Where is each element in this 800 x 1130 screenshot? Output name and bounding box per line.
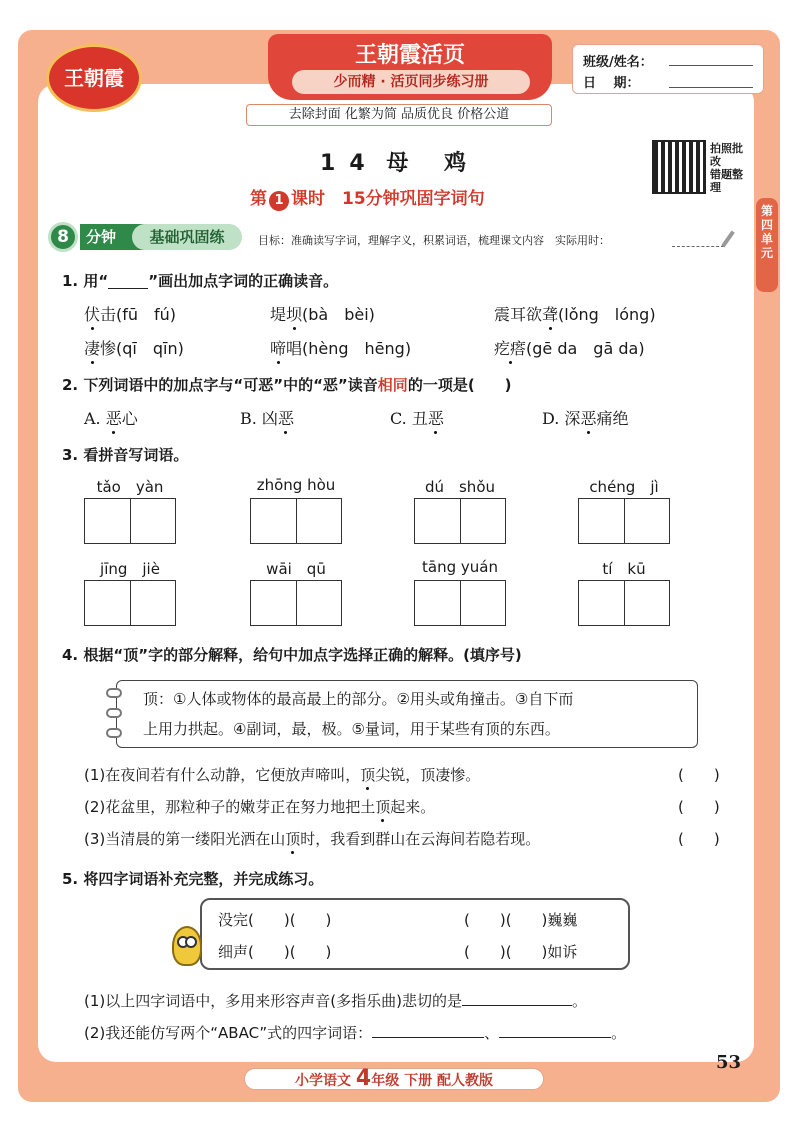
date-label: 日 期： [583,76,640,91]
date-field[interactable] [669,87,753,88]
writing-box[interactable] [84,580,176,626]
lesson-name: 母 鸡 [386,151,480,176]
q1-item[interactable]: 堤坝(bà bèi) [270,302,375,325]
option-b[interactable]: B. 凶恶 [240,406,294,429]
dotted-char: 啼 [270,336,286,359]
qr-caption [710,142,746,194]
student-info-box [572,44,764,94]
pinyin-label: jīng jiè [100,560,160,578]
answer-blank[interactable]: ( ) [678,798,720,816]
binder-ring-icon [106,688,122,698]
underline-sample [108,275,148,289]
dotted-char: 疙瘩 [494,336,526,359]
pinyin-label: tāng yuán [422,558,498,576]
pinyin-label: wāi qū [266,560,326,578]
idiom-blank-row[interactable]: 没完( )( ) [218,911,332,929]
brand-logo: 王朝霞 [46,44,142,112]
dotted-char: 凄 [84,336,100,359]
q1-item[interactable]: 啼唱(hèng hēng) [270,336,411,359]
definition-line: 上用力拱起。④副词，最，极。⑤量词，用于某些有顶的东西。 [143,720,560,738]
dotted-char: 坝 [286,302,302,325]
minute-count: 8 [48,222,78,252]
idiom-card [200,898,630,970]
section-name: 基础巩固练 [132,224,242,250]
lesson-subtitle [250,184,485,211]
q1-stem-part: 1. 用“ [62,272,109,290]
class-name-field[interactable] [669,65,753,66]
answer-blank[interactable]: ( ) [678,766,720,784]
q1-item[interactable]: 震耳欲聋(lǒng lóng) [494,302,656,325]
brand-title: 王朝霞活页 [354,42,465,68]
binder-ring-icon [106,728,122,738]
qr-code-icon[interactable] [652,140,706,194]
section-badge [48,222,244,252]
minute-unit: 分钟 [80,224,182,250]
footer-grade-number: 4 [355,1066,372,1091]
dotted-char: 伏 [84,302,100,325]
answer-line[interactable] [499,1022,611,1038]
option-c[interactable]: C. 丑恶 [390,406,444,429]
q1-item[interactable]: 疙瘩(gē da gā da) [494,336,645,359]
question-4-stem: 4. 根据“顶”字的部分解释，给句中加点字选择正确的解释。(填序号) [62,646,522,664]
qr-caption-line: 拍照批改 [710,142,743,168]
footer-grade-unit: 年级 [371,1073,400,1089]
writing-box[interactable] [414,498,506,544]
definition-line: 顶：①人体或物体的最高最上的部分。②用头或角撞击。③自下而 [143,690,574,708]
footer-subject: 小学语文 [295,1073,352,1089]
pinyin-label: tí kū [602,560,646,578]
definition-card [116,680,698,748]
idiom-blank-row[interactable]: ( )( )如诉 [464,943,578,961]
q1-item[interactable]: 凄惨(qī qīn) [84,336,184,359]
question-3-stem: 3. 看拼音写词语。 [62,446,189,464]
sub-question-1: (1)以上四字词语中，多用来形容声音(多指乐曲)悲切的是 。 [84,992,587,1010]
motto-banner: 去除封面 化繁为简 品质优良 价格公道 [246,104,552,126]
unit-tab: 第四单元 [756,198,778,292]
series-subtitle: 少而精 · 活页同步练习册 [292,70,530,94]
section-goal: 目标：准确读写字词，理解字义，积累词语，梳理课文内容 实际用时： [258,234,610,247]
sentence-item: (2)花盆里，那粒种子的嫩芽正在努力地把土顶起来。 [84,798,436,816]
sentence-item: (1)在夜间若有什么动静，它便放声啼叫，顶尖锐，顶凄惨。 [84,766,481,784]
page-number: 53 [716,1052,742,1073]
q1-item[interactable]: 伏击(fū fú) [84,302,176,325]
question-5-stem: 5. 将四字词语补充完整，并完成练习。 [62,870,324,888]
writing-box[interactable] [578,498,670,544]
lesson-period-number: 1 [269,191,289,211]
writing-box[interactable] [250,498,342,544]
writing-box[interactable] [84,498,176,544]
footer-edition-pill [244,1068,544,1090]
answer-line[interactable] [462,990,572,1006]
question-1-stem [62,270,338,291]
writing-box[interactable] [414,580,506,626]
writing-box[interactable] [578,580,670,626]
class-name-label: 班级/姓名： [583,55,653,70]
dotted-char: 聋 [542,302,558,325]
binder-ring-icon [106,708,122,718]
option-d[interactable]: D. 深恶痛绝 [542,406,628,429]
footer-edition: 配人教版 [436,1073,493,1089]
pinyin-label: dú shǒu [424,478,496,496]
sub-question-2: (2)我还能仿写两个“ABAC”式的四字词语： 、 。 [84,1024,627,1042]
pinyin-label: tǎo yàn [96,478,164,496]
question-2-stem: 2. 下列词语中的加点字与“可恶”中的“恶”读音相同的一项是( ) [62,376,512,394]
subtitle-suffix: 课时 15分钟巩固字词句 [291,189,485,209]
option-a[interactable]: A. 恶心 [84,406,138,429]
answer-line[interactable] [372,1022,484,1038]
pinyin-label: chéng jì [589,478,659,496]
subtitle-prefix: 第 [250,189,267,209]
idiom-blank-row[interactable]: 细声( )( ) [218,943,332,961]
q1-stem-part: ”画出加点字词的正确读音。 [148,272,339,290]
idiom-blank-row[interactable]: ( )( )巍巍 [464,911,578,929]
lesson-number: 14 [320,151,379,176]
pinyin-label: zhōng hòu [256,476,336,494]
writing-box[interactable] [250,580,342,626]
footer-volume: 下册 [404,1073,433,1089]
highlight-keyword: 相同 [377,376,408,394]
answer-blank[interactable]: ( ) [678,830,720,848]
sentence-item: (3)当清晨的第一缕阳光洒在山顶时，我看到群山在云海间若隐若现。 [84,830,541,848]
qr-caption-line: 错题整理 [710,168,743,194]
owl-mascot-icon [172,926,202,966]
time-used-field[interactable] [672,246,724,247]
